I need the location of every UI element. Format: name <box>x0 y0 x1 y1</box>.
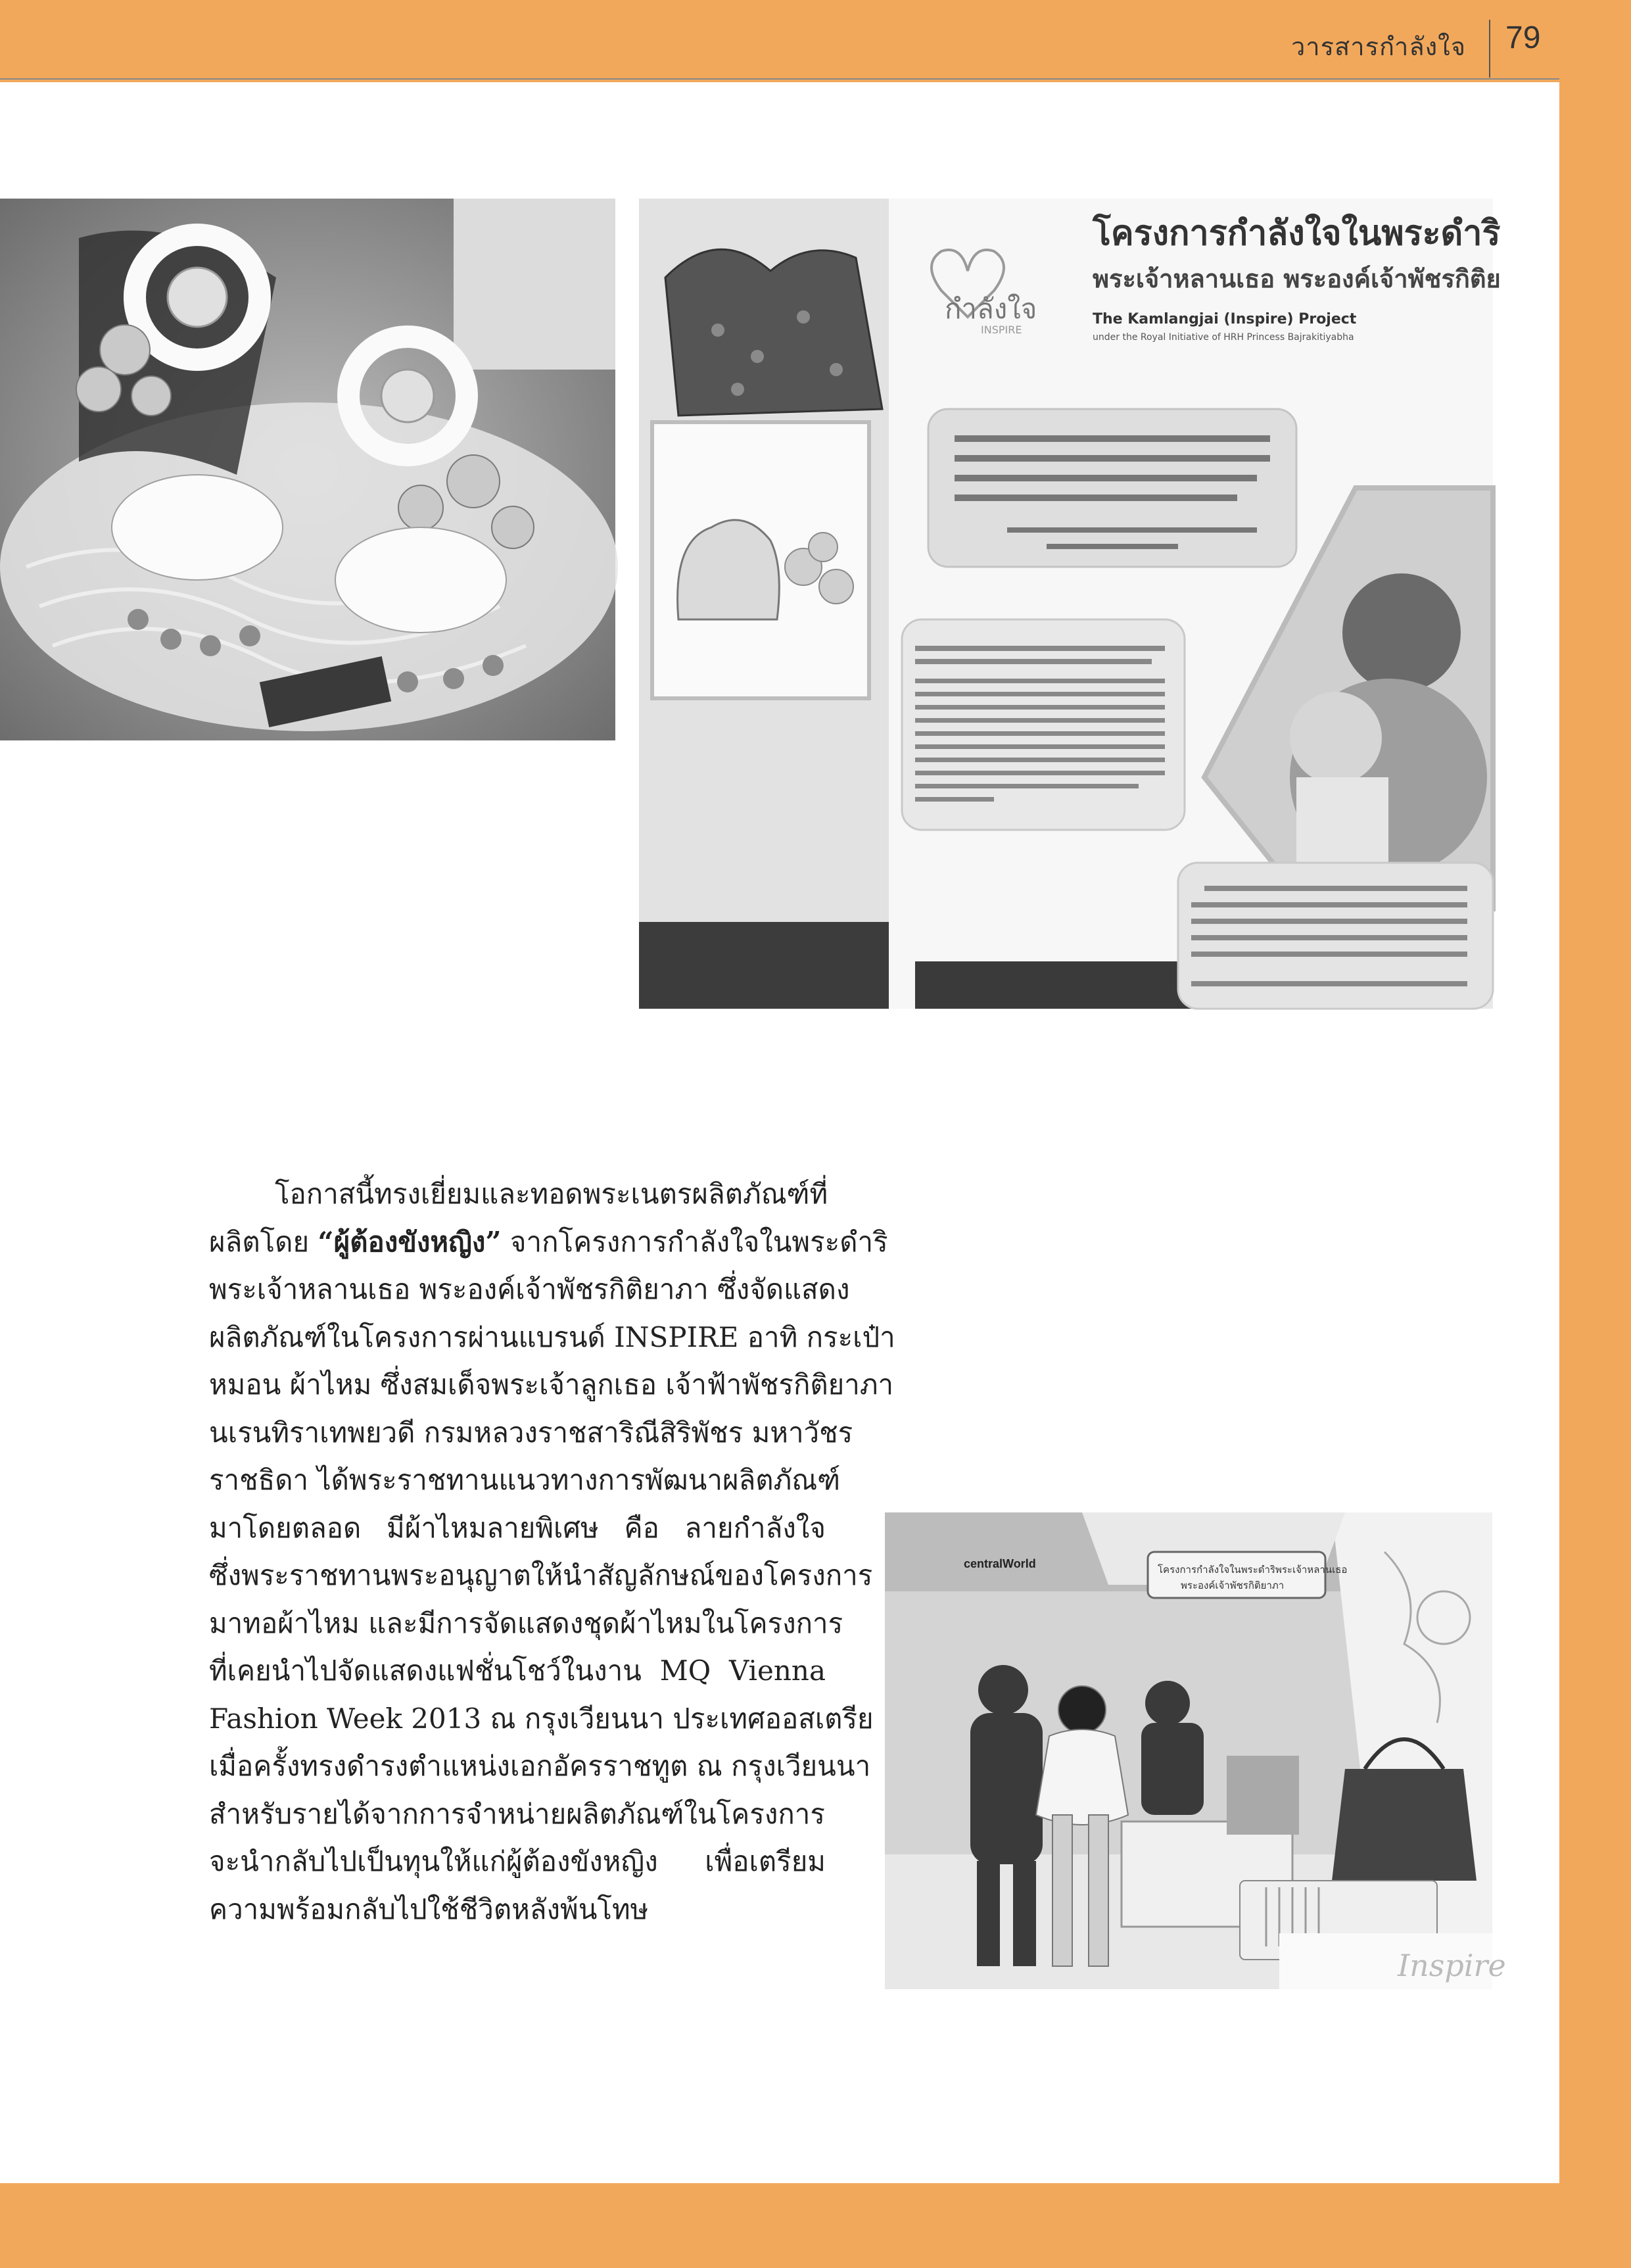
logo-text: กำลังใจ <box>945 293 1037 325</box>
board-english-sub: under the Royal Initiative of HRH Princess Bajrakitiyabha <box>1093 332 1354 343</box>
body-line: พระเจ้าหลานเธอ พระองค์เจ้าพัชรกิติยาภา ซึ่งจัดแสดง <box>209 1273 850 1305</box>
garland-illustration <box>0 199 615 740</box>
booth-banner-2: พระองค์เจ้าพัชรกิติยาภา <box>1181 1580 1285 1591</box>
article-body <box>209 1170 895 1933</box>
body-line: มาโดยตลอด มีผ้าไหมลายพิเศษ คือ ลายกำลังใจ <box>209 1511 826 1544</box>
journal-title: วารสารกำลังใจ <box>1290 32 1466 61</box>
board-english: The Kamlangjai (Inspire) Project <box>1093 311 1357 327</box>
body-line: ที่เคยนำไปจัดแสดงแฟชั่นโชว์ในงาน MQ Vienna <box>209 1654 826 1687</box>
body-line: ซึ่งพระราชทานพระอนุญาตให้นำสัญลักษณ์ของโครงการ <box>209 1559 873 1591</box>
booth-illustration <box>885 1512 1506 1989</box>
exhibition-illustration <box>639 199 1501 1009</box>
body-line: หมอน ผ้าไหม ซึ่งสมเด็จพระเจ้าลูกเธอ เจ้าฟ้าพัชรกิติยาภา <box>209 1368 894 1401</box>
store-sign: centralWorld <box>964 1557 1036 1570</box>
board-title-2: พระเจ้าหลานเธอ พระองค์เจ้าพัชรกิติย <box>1093 264 1501 293</box>
body-line: สำหรับรายได้จากการจำหน่ายผลิตภัณฑ์ในโครงการ <box>209 1797 825 1830</box>
body-text-span: ผลิตโดย <box>209 1225 318 1258</box>
board-title-1: โครงการกำลังใจในพระดำริ <box>1093 214 1501 253</box>
body-emphasis: “ผู้ต้องขังหญิง” <box>318 1225 502 1258</box>
body-text-span: จากโครงการกำลังใจในพระดำริ <box>501 1225 888 1258</box>
page-number: 79 <box>1505 20 1541 55</box>
body-line: นเรนทิราเทพยวดี กรมหลวงราชสาริณีสิริพัชร มหาวัชร <box>209 1416 853 1449</box>
body-line: ราชธิดา ได้พระราชทานแนวทางการพัฒนาผลิตภัณฑ์ <box>209 1464 841 1496</box>
photo-jasmine-garlands <box>0 199 615 740</box>
body-line: โอกาสนี้ทรงเยี่ยมและทอดพระเนตรผลิตภัณฑ์ที่ <box>275 1178 828 1210</box>
booth-banner-1: โครงการกำลังใจในพระดำริพระเจ้าหลานเธอ <box>1158 1564 1348 1576</box>
body-line: ความพร้อมกลับไปใช้ชีวิตหลังพ้นโทษ <box>209 1893 649 1925</box>
booth-counter-text: Inspire <box>1398 1948 1506 1983</box>
header-rule <box>0 78 1559 80</box>
body-line: มาทอผ้าไหม และมีการจัดแสดงชุดผ้าไหมในโครงการ <box>209 1606 843 1639</box>
body-line: จะนำกลับไปเป็นทุนให้แก่ผู้ต้องขังหญิง เพื่อเตรียม <box>209 1845 826 1877</box>
body-line: ผลิตภัณฑ์ในโครงการผ่านแบรนด์ INSPIRE อาทิ กระเป๋า <box>209 1320 895 1353</box>
photo-inspire-booth <box>885 1512 1506 1989</box>
body-line: Fashion Week 2013 ณ กรุงเวียนนา ประเทศออสเตรีย <box>209 1702 874 1735</box>
header-divider <box>1489 20 1490 78</box>
logo-sub: INSPIRE <box>981 324 1022 336</box>
body-line <box>209 1218 888 1267</box>
body-line: เมื่อครั้งทรงดำรงตำแหน่งเอกอัครราชทูต ณ กรุงเวียนนา <box>209 1750 871 1782</box>
photo-exhibition-board <box>639 199 1501 1009</box>
